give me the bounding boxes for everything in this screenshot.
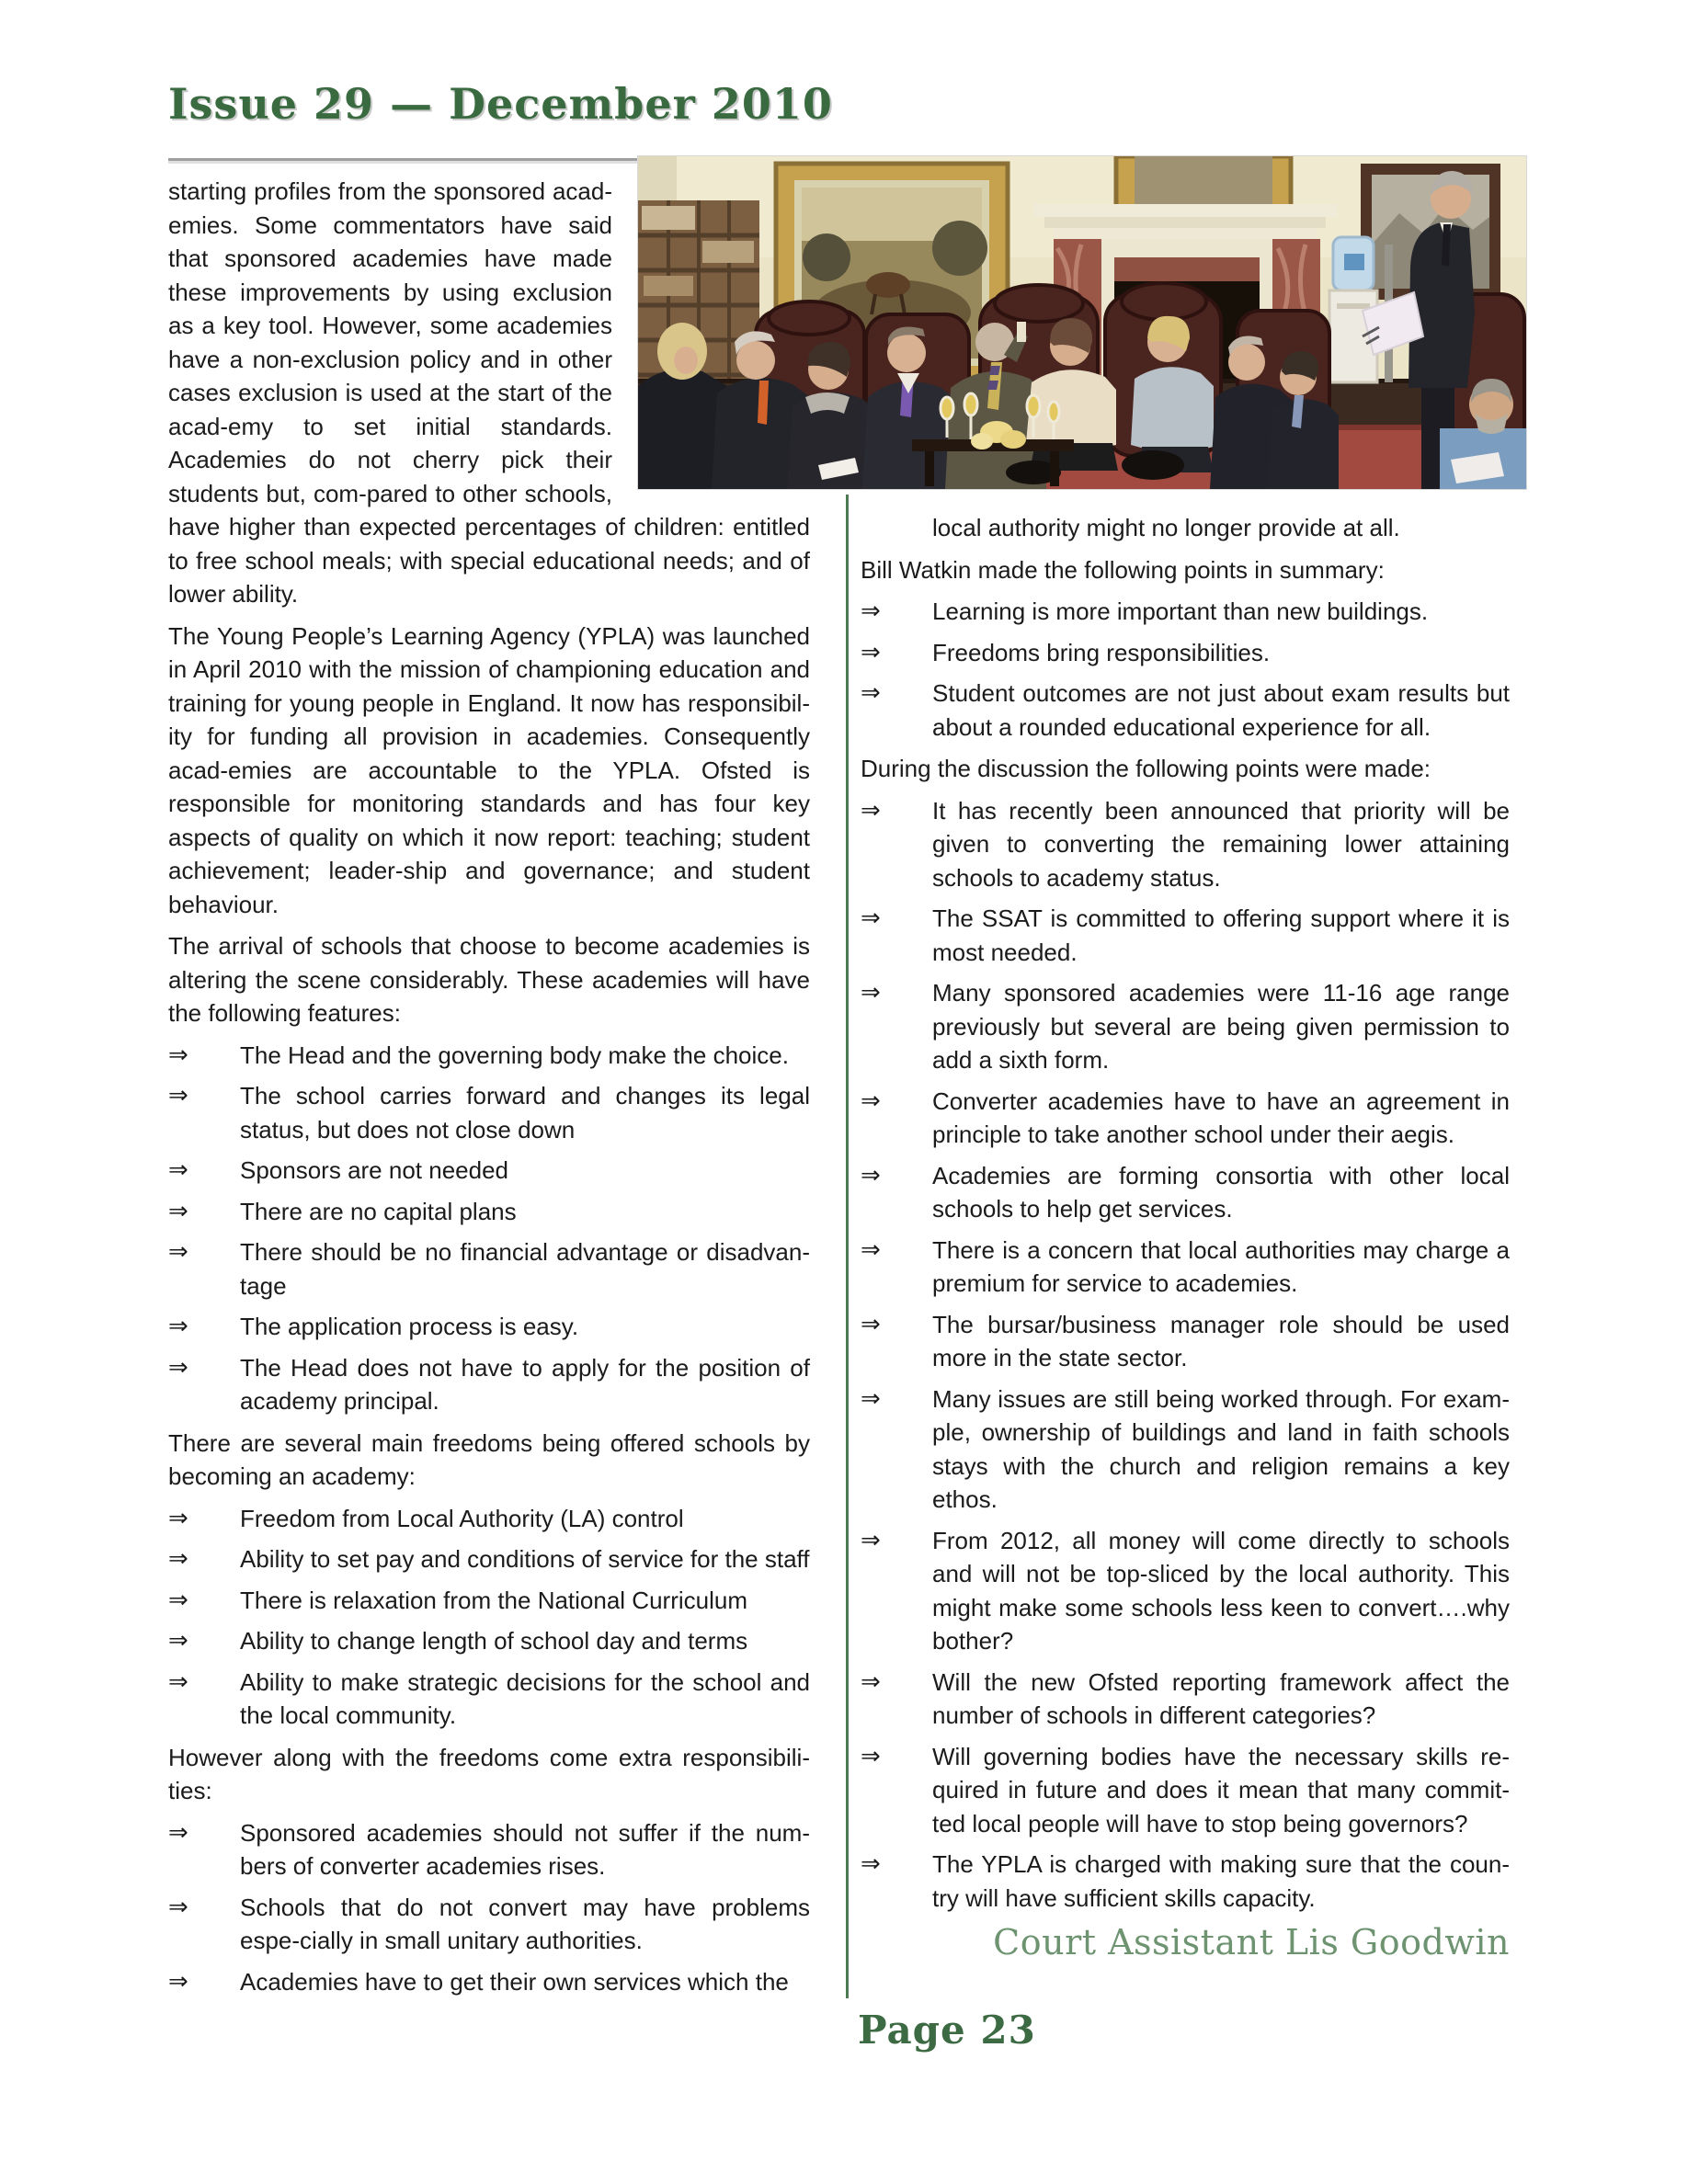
right-column <box>861 511 1510 1960</box>
bullet-text: Ability to make strategic decisions for the school and the local community. <box>240 1667 810 1729</box>
bullet-text: Ability to set pay and conditions of service for the staff <box>240 1545 810 1573</box>
bullet-text: Sponsors are not needed <box>240 1156 508 1184</box>
paragraph-ypla: The Young People’s Learning Agency (YPLA) was launched in April 2010 with the mission of championing education and training for young people in England. It now has responsibil-ity for funding all provision in academies. Consequently acad-emies are accountable to the YPLA. Ofsted is responsible for monitoring standards and has four key aspects of quality on which it now report: teaching; student achievement; leader-ship and governance; and student behaviour. <box>168 621 810 918</box>
bullet-text: Sponsored academies should not suffer if the num-bers of converter academies rises. <box>240 1818 810 1880</box>
column-divider <box>846 495 849 1998</box>
arrow-bullet-icon: ⇒ <box>861 1235 881 1264</box>
bullet-item <box>168 1816 810 1883</box>
bullet-item <box>168 1666 810 1733</box>
bullet-text: The Head does not have to apply for the position of academy principal. <box>240 1353 810 1415</box>
bullet-item <box>168 1542 810 1576</box>
paragraph-arrival: The arrival of schools that choose to become academies is altering the scene considerably. These academies will have the following features: <box>168 932 810 1027</box>
arrow-bullet-icon: ⇒ <box>861 796 881 825</box>
bullet-text: Ability to change length of school day and terms <box>240 1627 748 1655</box>
summary-bullet-list <box>861 595 1510 744</box>
arrow-bullet-icon: ⇒ <box>168 1197 188 1225</box>
bullet-item <box>861 902 1510 969</box>
bullet-text: Freedom from Local Authority (LA) control <box>240 1504 684 1532</box>
bullet-text: It has recently been announced that priority will be given to converting the remaining lower attaining schools to academy status. <box>932 796 1510 892</box>
arrow-bullet-icon: ⇒ <box>861 1850 881 1878</box>
bullet-text: Student outcomes are not just about exam results but about a rounded educational experience for all. <box>932 679 1510 741</box>
arrow-bullet-icon: ⇒ <box>861 1742 881 1770</box>
page-number: Page 23 <box>858 2008 1036 2053</box>
arrow-bullet-icon: ⇒ <box>861 904 881 932</box>
bullet-item <box>861 1740 1510 1841</box>
arrow-bullet-icon: ⇒ <box>168 1893 188 1921</box>
bullet-item <box>861 1308 1510 1375</box>
arrow-bullet-icon: ⇒ <box>861 1161 881 1189</box>
bullet-text: There is relaxation from the National Curriculum <box>240 1586 747 1614</box>
arrow-bullet-icon: ⇒ <box>168 1353 188 1382</box>
bullet-item <box>861 1848 1510 1915</box>
arrow-bullet-icon: ⇒ <box>861 679 881 707</box>
bullet-item <box>861 794 1510 895</box>
bullet-item <box>861 1382 1510 1517</box>
arrow-bullet-icon: ⇒ <box>861 638 881 666</box>
bullet-text: Many sponsored academies were 11-16 age range previously but several are being given permission to add a sixth form. <box>932 979 1510 1074</box>
bullet-item <box>168 1891 810 1958</box>
paragraph-discussion: During the discussion the following points were made: <box>861 755 1431 782</box>
left-column <box>168 175 810 2007</box>
arrow-bullet-icon: ⇒ <box>861 597 881 625</box>
discussion-bullet-list <box>861 794 1510 1916</box>
bullet-item <box>861 1234 1510 1301</box>
bullet-item <box>861 1159 1510 1226</box>
bullet-item <box>168 1584 810 1618</box>
bullet-item <box>168 1154 810 1188</box>
bullet-item <box>168 1235 810 1302</box>
continuation-line: local authority might no longer provide at all. <box>932 514 1400 541</box>
arrow-bullet-icon: ⇒ <box>861 1384 881 1413</box>
bullet-item <box>168 1624 810 1658</box>
arrow-bullet-icon: ⇒ <box>861 1086 881 1115</box>
bullet-item <box>861 595 1510 629</box>
bullet-text: Learning is more important than new buildings. <box>932 597 1429 625</box>
bullet-text: The YPLA is charged with making sure that the coun-try will have sufficient skills capacity. <box>932 1850 1510 1912</box>
bullet-text: Freedoms bring responsibilities. <box>932 638 1271 666</box>
arrow-bullet-icon: ⇒ <box>168 1667 188 1696</box>
paragraph-intro: starting profiles from the sponsored acad-emies. Some commentators have said that sponsored academies have made these improvements by using exclusion as a key tool. However, some academies have a non-exclusion policy and in other cases exclusion is used at the start of the acad-emy to set initial standards. Academies do not cherry pick their students but, com-pared to other schools, have higher than expected percentages of children: entitled to free school meals; with special educational needs; and of lower ability. <box>168 177 810 608</box>
bullet-item <box>861 1524 1510 1658</box>
paragraph-however: However along with the freedoms come extra responsibili-ties: <box>168 1743 810 1804</box>
arrow-bullet-icon: ⇒ <box>168 1156 188 1184</box>
bullet-text: There should be no financial advantage or disadvan-tage <box>240 1238 810 1300</box>
bullet-item <box>168 1079 810 1146</box>
arrow-bullet-icon: ⇒ <box>861 1310 881 1338</box>
arrow-bullet-icon: ⇒ <box>168 1627 188 1655</box>
arrow-bullet-icon: ⇒ <box>168 1545 188 1573</box>
bullet-text: Academies have to get their own services which the <box>240 1967 789 1996</box>
bullet-text: There are no capital plans <box>240 1197 517 1225</box>
paragraph-freedoms: There are several main freedoms being offered schools by becoming an academy: <box>168 1428 810 1490</box>
arrow-bullet-icon: ⇒ <box>861 979 881 1007</box>
bullet-item <box>861 1085 1510 1152</box>
bullet-text: Many issues are still being worked through. For exam-ple, ownership of buildings and land in faith schools stays with the church and religion remains a key ethos. <box>932 1384 1510 1513</box>
bullet-text: The school carries forward and changes its legal status, but does not close down <box>240 1082 810 1143</box>
photo-spacer <box>612 175 810 498</box>
bullet-item <box>168 1502 810 1536</box>
bullet-text: The Head and the governing body make the choice. <box>240 1041 789 1069</box>
arrow-bullet-icon: ⇒ <box>168 1586 188 1614</box>
arrow-bullet-icon: ⇒ <box>861 1667 881 1696</box>
bullet-text: Converter academies have to have an agreement in principle to take another school under their aegis. <box>932 1086 1510 1148</box>
bullet-text: There is a concern that local authorities may charge a premium for service to academies. <box>932 1235 1510 1297</box>
author-signature: Court Assistant Lis Goodwin <box>993 1922 1510 1962</box>
arrow-bullet-icon: ⇒ <box>168 1041 188 1069</box>
bullet-text: Schools that do not convert may have problems espe-cially in small unitary authorities. <box>240 1893 810 1954</box>
bullet-text: Will governing bodies have the necessary skills re-quired in future and does it mean that many commit-ted local people will have to stop being governors? <box>932 1742 1510 1837</box>
arrow-bullet-icon: ⇒ <box>168 1082 188 1109</box>
arrow-bullet-icon: ⇒ <box>168 1504 188 1532</box>
bullet-text: From 2012, all money will come directly to schools and will not be top-sliced by the local authority. This might make some schools less keen to convert….why bother? <box>932 1526 1510 1655</box>
arrow-bullet-icon: ⇒ <box>168 1818 188 1847</box>
arrow-bullet-icon: ⇒ <box>168 1238 188 1266</box>
bullet-text: Will the new Ofsted reporting framework affect the number of schools in different categories? <box>932 1667 1510 1729</box>
bullet-item <box>861 636 1510 670</box>
features-bullet-list <box>168 1039 810 1418</box>
bullet-text: Academies are forming consortia with other local schools to help get services. <box>932 1161 1510 1223</box>
page-title: Issue 29 — December 2010 <box>168 79 833 129</box>
bullet-item <box>168 1195 810 1229</box>
freedoms-bullet-list <box>168 1502 810 1733</box>
arrow-bullet-icon: ⇒ <box>861 1526 881 1554</box>
bullet-item <box>168 1039 810 1073</box>
paragraph-bill-watkin: Bill Watkin made the following points in summary: <box>861 555 1385 584</box>
header-rule <box>168 158 638 161</box>
bullet-item <box>861 677 1510 744</box>
arrow-bullet-icon: ⇒ <box>168 1313 188 1340</box>
bullet-text: The bursar/business manager role should be used more in the state sector. <box>932 1310 1510 1371</box>
bullet-item <box>861 976 1510 1077</box>
arrow-bullet-icon: ⇒ <box>168 1967 188 1996</box>
bullet-item <box>861 1666 1510 1733</box>
bullet-item <box>168 1965 810 1999</box>
bullet-item <box>168 1310 810 1344</box>
responsibilities-bullet-list <box>168 1816 810 1999</box>
bullet-text: The SSAT is committed to offering support where it is most needed. <box>932 904 1510 966</box>
bullet-item <box>168 1351 810 1418</box>
bullet-text: The application process is easy. <box>240 1313 579 1340</box>
